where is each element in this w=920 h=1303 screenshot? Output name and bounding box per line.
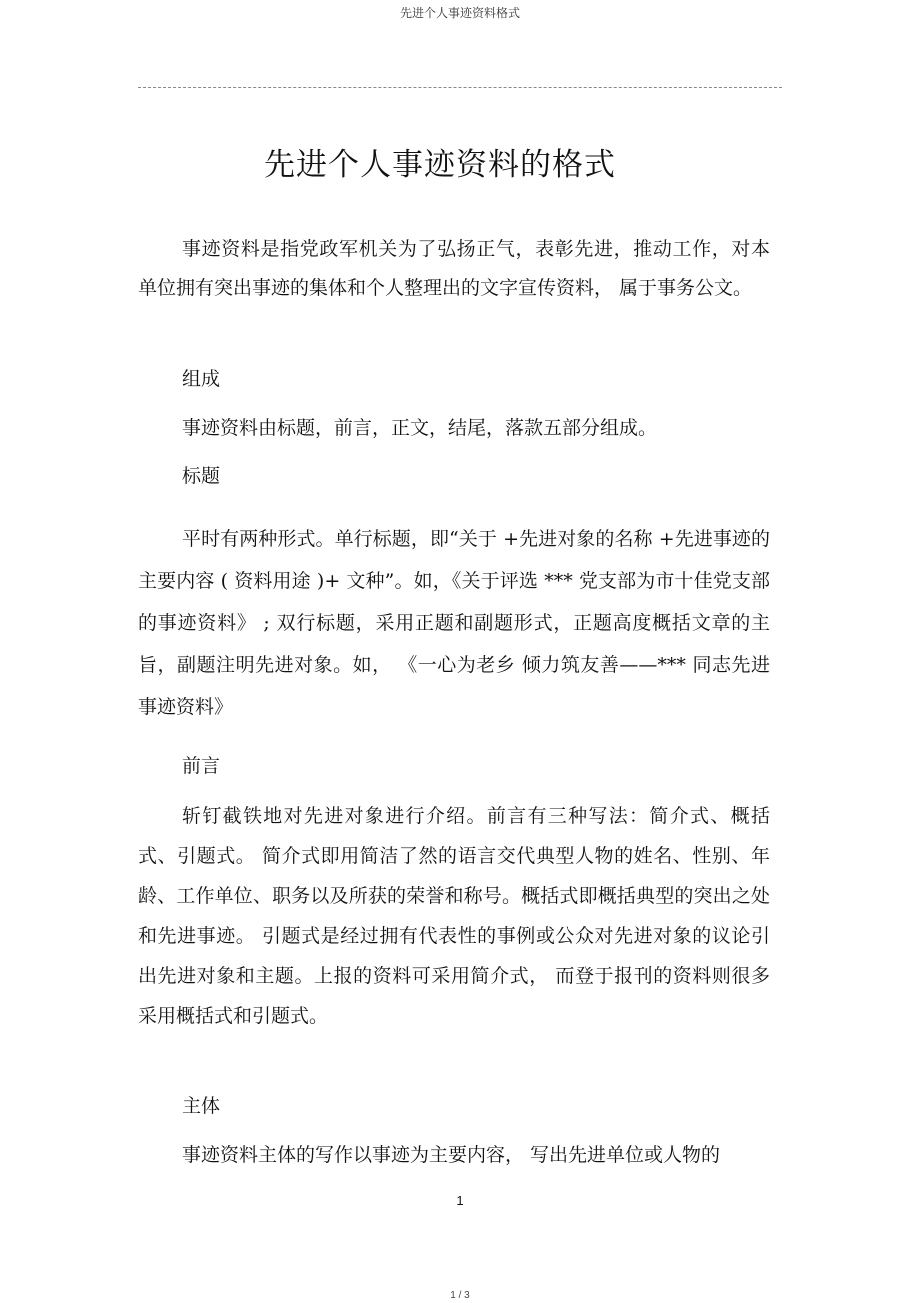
body-paragraph: 事迹资料主体的写作以事迹为主要内容， 写出先进单位或人物的 — [182, 1144, 721, 1166]
intro-paragraph: 事迹资料是指党政军机关为了弘扬正气，表彰先进，推动工作，对本单位拥有突出事迹的集体和个人整理出的文字宣传资料， 属于事务公文。 — [138, 238, 770, 299]
section-heading-body: 主体 — [182, 1095, 221, 1117]
section-heading-composition: 组成 — [182, 368, 221, 390]
section-heading-preface: 前言 — [182, 755, 221, 777]
page-indicator: 1 / 3 — [450, 1290, 470, 1301]
document-title: 先进个人事迹资料的格式 — [264, 146, 616, 183]
title-paragraph: 平时有两种形式。单行标题，即“关于 +先进对象的名称 +先进事迹的主要内容 ( 资料用途 )+ 文种”。如，《关于评选 *** 党支部为市十佳党支部的事迹资料》 ; 双行标题，采用正题和副题形式，正题高度概括文章的主旨，副题注明先进对象。如， 《一心为老乡 倾力筑友善——*** 同志先进事迹资料》 — [138, 528, 770, 718]
header-divider — [138, 87, 782, 88]
section-heading-title: 标题 — [182, 465, 221, 487]
preface-paragraph: 斩钉截铁地对先进对象进行介绍。前言有三种写法：简介式、概括式、引题式。 简介式即用简洁了然的语言交代典型人物的姓名、性别、年龄、工作单位、职务以及所获的荣誉和称号。概括式即概括典型的突出之处和先进事迹。 引题式是经过拥有代表性的事例或公众对先进对象的议论引出先进对象和主题。上报的资料可采用简介式， 而登于报刊的资料则很多采用概括式和引题式。 — [138, 805, 770, 1027]
composition-paragraph: 事迹资料由标题，前言，正文，结尾，落款五部分组成。 — [182, 417, 658, 439]
page-number: 1 — [456, 1193, 464, 1208]
running-header: 先进个人事迹资料格式 — [399, 6, 520, 20]
